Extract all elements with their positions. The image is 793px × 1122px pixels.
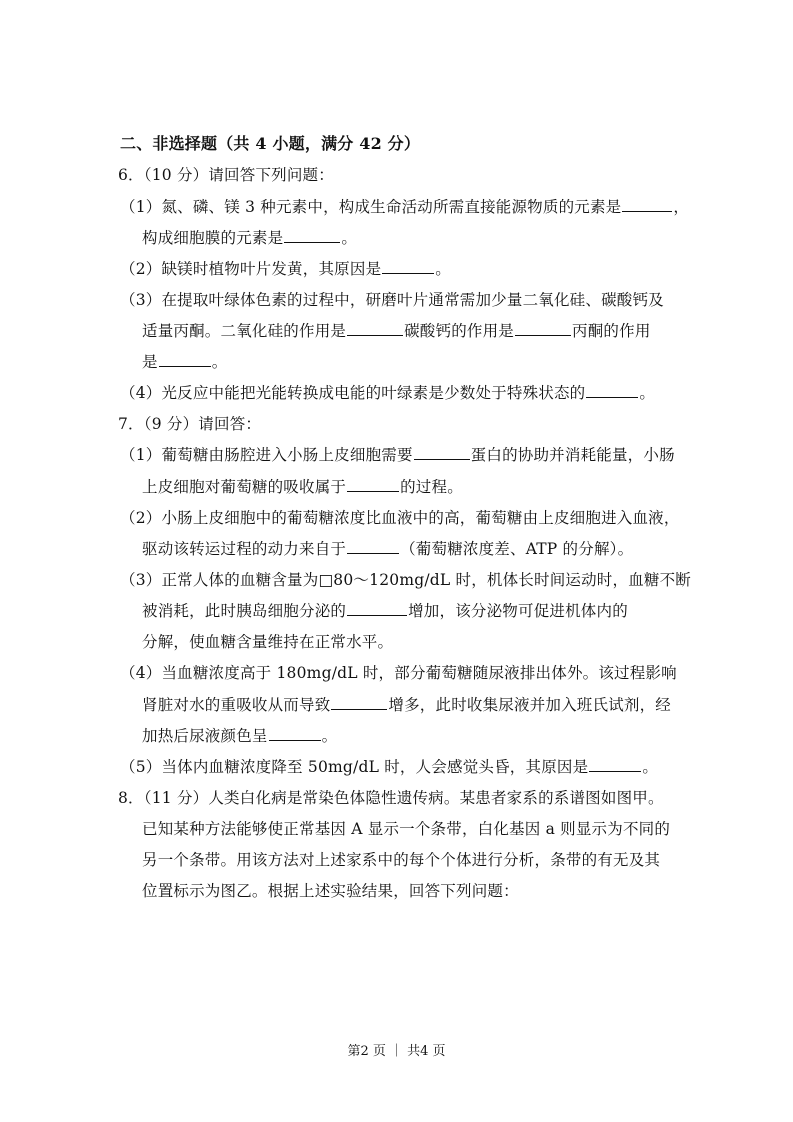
q6-title: 6．（10 分）请回答下列问题： <box>118 166 334 184</box>
answer-blank[interactable] <box>382 259 434 274</box>
q6-s2: （2）缺镁时植物叶片发黄，其原因是 。 <box>120 260 451 278</box>
q7-s4-line2: 肾脏对水的重吸收从而导致 增多，此时收集尿液并加入班氏试剂，经 <box>142 696 672 714</box>
q6-s3-line3: 是 。 <box>142 353 228 371</box>
answer-blank[interactable] <box>347 477 399 492</box>
q7-s3-line1: （3）正常人体的血糖含量为□80～120mg/dL 时，机体长时间运动时，血糖不断 <box>120 571 692 589</box>
q7-s3-line2: 被消耗，此时胰岛细胞分泌的 增加，该分泌物可促进机体内的 <box>142 602 628 620</box>
answer-blank[interactable] <box>331 695 387 710</box>
answer-blank[interactable] <box>347 601 407 616</box>
q7-s1-line2: 上皮细胞对葡萄糖的吸收属于 的过程。 <box>142 478 463 496</box>
q8-line2: 已知某种方法能够使正常基因 A 显示一个条带，白化基因 a 则显示为不同的 <box>142 820 671 838</box>
answer-blank[interactable] <box>347 539 399 554</box>
q6-s1-line2: 构成细胞膜的元素是 。 <box>142 229 358 247</box>
q7-s2-line1: （2）小肠上皮细胞中的葡萄糖浓度比血液中的高，葡萄糖由上皮细胞进入血液， <box>120 509 680 527</box>
answer-blank[interactable] <box>515 321 571 336</box>
answer-blank[interactable] <box>159 352 211 367</box>
q6-s3-line1: （3）在提取叶绿体色素的过程中，研磨叶片通常需加少量二氧化硅、碳酸钙及 <box>120 291 664 309</box>
q6-s1-line1: （1）氮、磷、镁 3 种元素中，构成生命活动所需直接能源物质的元素是 ， <box>120 198 690 216</box>
answer-blank[interactable] <box>622 197 672 212</box>
answer-blank[interactable] <box>269 726 321 741</box>
answer-blank[interactable] <box>589 757 641 772</box>
q6-s4: （4）光反应中能把光能转换成电能的叶绿素是少数处于特殊状态的 。 <box>120 384 656 402</box>
q7-s2-line2: 驱动该转运过程的动力来自于 （葡萄糖浓度差、ATP 的分解）。 <box>142 540 634 558</box>
q8-line3: 另一个条带。用该方法对上述家系中的每个个体进行分析，条带的有无及其 <box>142 851 661 869</box>
q6-s3-line2: 适量丙酮。二氧化硅的作用是 碳酸钙的作用是 丙酮的作用 <box>142 322 651 340</box>
answer-blank[interactable] <box>347 321 403 336</box>
answer-blank[interactable] <box>586 383 638 398</box>
q7-s5: （5）当体内血糖浓度降至 50mg/dL 时，人会感觉头昏，其原因是 。 <box>120 758 659 776</box>
q7-s4-line3: 加热后尿液颜色呈 。 <box>142 727 338 745</box>
q7-s3-line3: 分解，使血糖含量维持在正常水平。 <box>142 633 394 651</box>
q8-line4: 位置标示为图乙。根据上述实验结果，回答下列问题： <box>142 882 519 900</box>
q7-s1-line1: （1）葡萄糖由肠腔进入小肠上皮细胞需要 蛋白的协助并消耗能量，小肠 <box>120 446 675 464</box>
q7-title: 7．（9 分）请回答： <box>118 415 262 433</box>
section-heading: 二、非选择题（共 4 小题，满分 42 分） <box>120 134 421 153</box>
answer-blank[interactable] <box>414 445 470 460</box>
q8-line1: 8．（11 分）人类白化病是常染色体隐性遗传病。某患者家系的系谱图如图甲。 <box>118 789 664 807</box>
q7-s4-line1: （4）当血糖浓度高于 180mg/dL 时，部分葡萄糖随尿液排出体外。该过程影响 <box>120 664 677 682</box>
page-footer: 第2 页 ｜ 共4 页 <box>347 1044 446 1059</box>
answer-blank[interactable] <box>284 228 340 243</box>
